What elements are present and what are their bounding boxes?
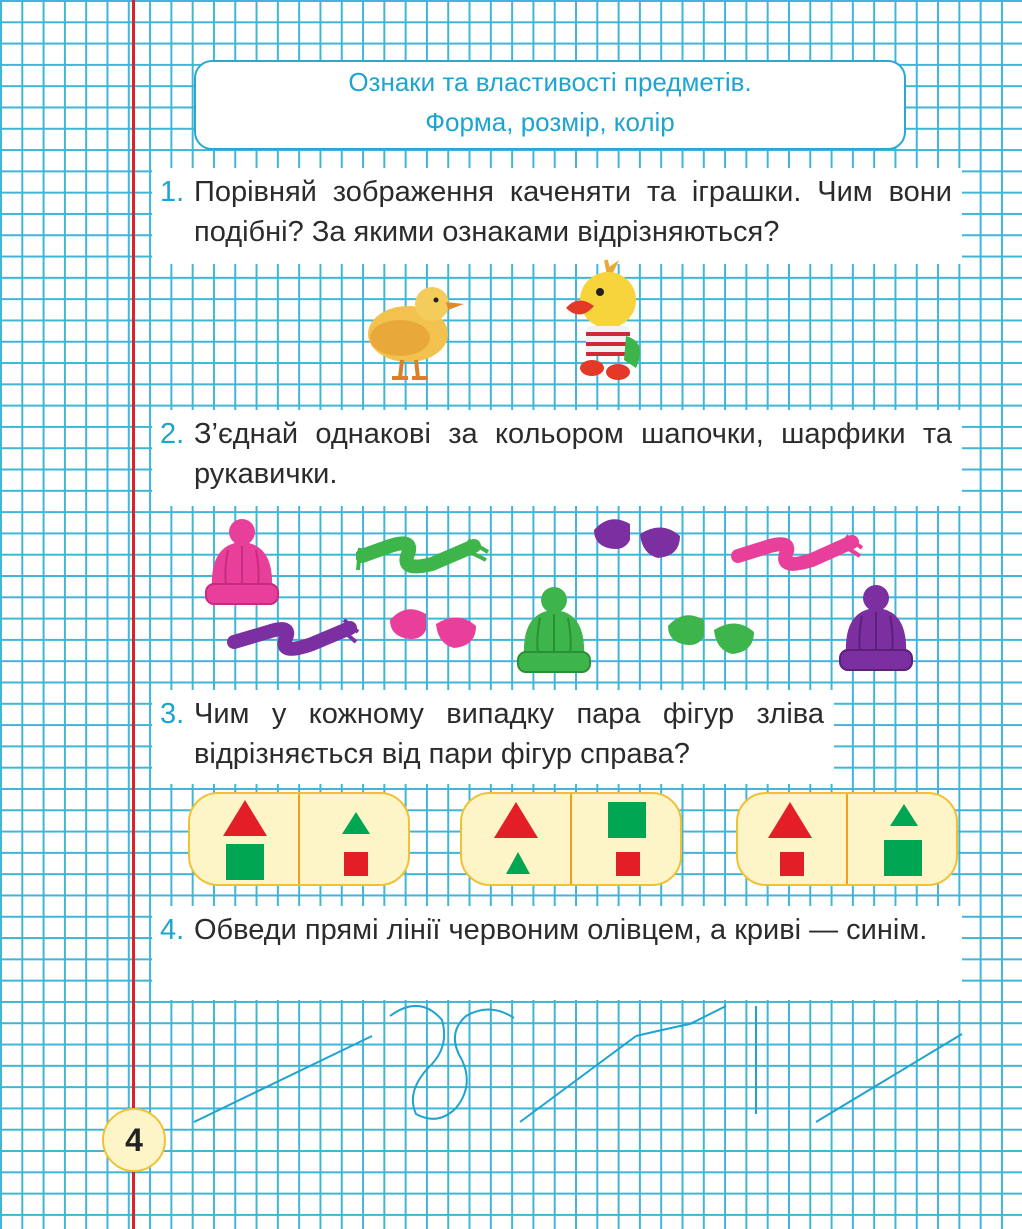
- straight-line-1: [194, 1036, 372, 1122]
- shapes-pair-2: [460, 792, 682, 886]
- task-number: 1.: [160, 176, 185, 208]
- task-number: 4.: [160, 914, 185, 946]
- page-number: 4: [102, 1108, 166, 1172]
- lesson-title-line2: Форма, розмір, колір: [425, 107, 675, 137]
- toy-duck-picture: [556, 256, 656, 386]
- purple-mittens: [590, 512, 686, 564]
- small-green-triangle: [506, 852, 530, 874]
- lesson-title-box: [194, 60, 906, 150]
- margin-line: [132, 0, 135, 1229]
- straight-line-2: [520, 1036, 636, 1122]
- task-text: З’єднай однакові за кольором шапочки, шарфики та рукавички.: [194, 418, 952, 490]
- pink-scarf: [730, 518, 864, 580]
- small-green-triangle: [342, 812, 370, 834]
- task-4: [152, 906, 962, 1000]
- task-number: 2.: [160, 418, 185, 450]
- lines-to-trace: [180, 996, 980, 1136]
- green-mittens: [664, 608, 760, 660]
- broken-line: [636, 1006, 726, 1036]
- small-green-triangle: [890, 804, 918, 826]
- pink-mittens: [386, 602, 482, 654]
- task-2: [152, 410, 962, 506]
- purple-scarf: [226, 602, 360, 664]
- pink-hat: [198, 514, 282, 610]
- straight-line-3: [816, 1034, 962, 1122]
- duckling-picture: [360, 276, 470, 386]
- purple-hat: [832, 580, 916, 676]
- small-red-square: [616, 852, 640, 876]
- big-green-square: [608, 802, 646, 838]
- big-red-triangle: [494, 802, 538, 838]
- small-red-square: [780, 852, 804, 876]
- big-red-triangle: [768, 802, 812, 838]
- big-green-square: [884, 840, 922, 876]
- curved-line: [390, 1006, 514, 1119]
- task-text: Порівняй зображення каченяти та іграшки. Чим вони подібні? За якими ознаками відрізняються?: [194, 176, 952, 248]
- green-scarf: [356, 520, 492, 584]
- shapes-pair-3: [736, 792, 958, 886]
- task-3: [152, 690, 834, 784]
- green-hat: [510, 582, 594, 678]
- big-red-triangle: [223, 800, 267, 836]
- task-number: 3.: [160, 698, 185, 730]
- small-red-square: [344, 852, 368, 876]
- task-text: Обведи прямі лінії червоним олівцем, а криві — синім.: [194, 914, 928, 946]
- task-1: [152, 168, 962, 264]
- big-green-square: [226, 844, 264, 880]
- task-text: Чим у кожному випадку пара фігур зліва відрізняється від пари фігур справа?: [194, 698, 824, 770]
- shapes-pair-1: [188, 792, 410, 886]
- lesson-title-line1: Ознаки та властивості предметів.: [348, 67, 752, 97]
